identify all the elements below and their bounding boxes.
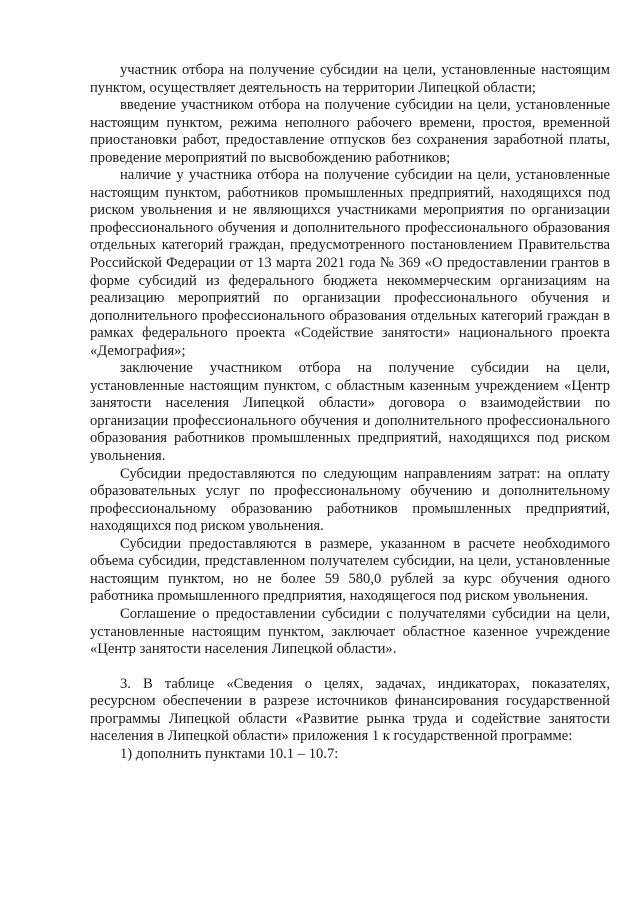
paragraph-workers-at-risk: наличие у участника отбора на получение субсидии на цели, установленные настоящим пунктом, работников промышленных предприятий, находящихся под риском увольнения и не являющихся участниками мероприятия по организации профессионального обучения и дополнительного профессионального образования отдельных категорий граждан, предусмотренного постановлением Правительства Российской Федерации от 13 марта 2021 года № 369 «О предоставлении грантов в форме субсидий из федерального бюджета некоммерческим организациям на реализацию мероприятий по организации профессионального обучения и дополнительного профессионального образования отдельных категорий граждан в рамках федерального проекта «Содействие занятости» национального проекта «Демография»; <box>90 167 610 359</box>
paragraph-participant-territory: участник отбора на получение субсидии на цели, установленные настоящим пунктом, осуществляет деятельность на территории Липецкой области; <box>90 62 610 96</box>
paragraph-item-3-table: 3. В таблице «Сведения о целях, задачах, индикаторах, показателях, ресурсном обеспечении в разрезе источников финансирования государственной программы Липецкой области «Развитие рынка труда и содействие занятости населения в Липецкой области» приложения 1 к государственной программе: <box>90 675 610 745</box>
paragraph-subsidy-agreement: Соглашение о предоставлении субсидии с получателями субсидии на цели, установленные настоящим пунктом, заключает областное казенное учреждение «Центр занятости населения Липецкой области». <box>90 605 610 658</box>
paragraph-part-time-regime: введение участником отбора на получение субсидии на цели, установленные настоящим пунктом, режима неполного рабочего времени, простоя, временной приостановки работ, предоставление отпусков без сохранения заработной платы, проведение мероприятий по высвобождению работников; <box>90 97 610 166</box>
paragraph-interaction-agreement: заключение участником отбора на получение субсидии на цели, установленные настоящим пунктом, с областным казенным учреждением «Центр занятости населения Липецкой области» договора о взаимодействии по организации профессионального обучения и дополнительного профессионального образования работников промышленных предприятий, находящихся под риском увольнения. <box>90 360 610 465</box>
paragraph-subsidy-amount: Субсидии предоставляются в размере, указанном в расчете необходимого объема субсидии, представленном получателем субсидии, на цели, установленные настоящим пунктом, но не более 59 580,0 рублей за курс обучения одного работника промышленного предприятия, находящегося под риском увольнения. <box>90 535 610 605</box>
paragraph-add-points: 1) дополнить пунктами 10.1 – 10.7: <box>120 745 339 762</box>
paragraph-expense-directions: Субсидии предоставляются по следующим направлениям затрат: на оплату образовательных услуг по профессиональному обучению и дополнительному профессиональному образованию работников промышленных предприятий, находящихся под риском увольнения. <box>90 465 610 535</box>
